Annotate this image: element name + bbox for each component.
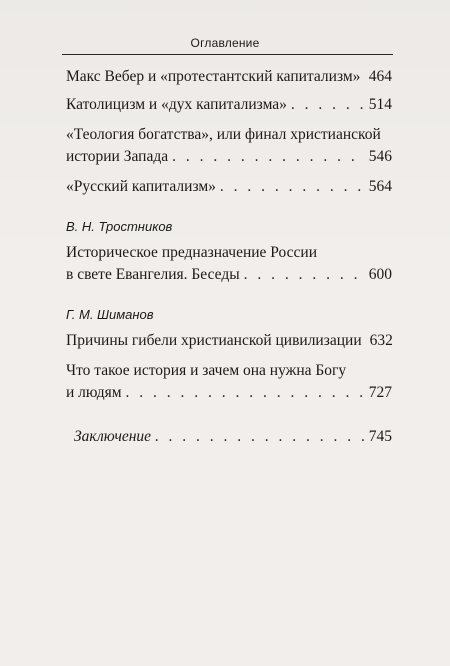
toc-entry-title: Историческое предназначение России	[66, 244, 318, 261]
leader-dots	[244, 264, 365, 286]
toc-entry-title: Что такое история и зачем она нужна Богу	[66, 362, 347, 379]
toc-entry-title: в свете Евангелия. Беседы	[66, 266, 240, 283]
toc-entry-page: 745	[368, 428, 392, 445]
toc-entry-title: «Русский капитализм»	[66, 178, 216, 195]
toc-entry-page: 632	[369, 332, 393, 349]
author-shimanov: Г. М. Шиманов	[66, 307, 154, 322]
leader-dots	[155, 426, 365, 448]
toc-entry-conclusion[interactable]	[74, 426, 392, 448]
toc-entry-page: 546	[368, 148, 392, 165]
toc-entry-russia-destiny-line2[interactable]	[66, 264, 392, 286]
toc-entry-theology-line2[interactable]	[66, 146, 392, 168]
toc-entry-history-line2[interactable]	[66, 382, 392, 404]
toc-entry-title: истории Запада	[66, 148, 169, 165]
toc-entry-title: «Теология богатства», или финал христианской	[66, 126, 381, 143]
leader-dots	[291, 94, 365, 116]
toc-entry-catholicism[interactable]	[66, 94, 392, 116]
toc-entry-title: Макс Вебер и «протестантский капитализм»	[66, 68, 361, 85]
toc-entry-page: 600	[368, 266, 392, 283]
header-rule	[62, 54, 393, 55]
toc-entry-page: 514	[368, 96, 392, 113]
toc-entry-christian-civilization[interactable]	[66, 330, 392, 352]
toc-entry-history-line1[interactable]	[66, 360, 392, 382]
toc-entry-title: Католицизм и «дух капитализма»	[66, 96, 287, 113]
toc-entry-theology-line1[interactable]	[66, 124, 392, 146]
toc-entry-title: и людям	[66, 384, 122, 401]
toc-entry-title: Заключение	[74, 428, 152, 445]
toc-entry-russia-destiny-line1[interactable]	[66, 242, 392, 264]
leader-dots	[126, 382, 365, 404]
running-head: Оглавление	[190, 36, 260, 50]
toc-entry-page: 464	[368, 68, 392, 85]
toc-entry-page: 727	[368, 384, 392, 401]
leader-dots	[172, 146, 365, 168]
toc-entry-weber[interactable]	[66, 66, 392, 88]
toc-entry-title: Причины гибели христианской цивилизации	[66, 332, 362, 349]
author-trostnikov: В. Н. Тростников	[66, 219, 173, 234]
toc-entry-page: 564	[368, 178, 392, 195]
toc-entry-russian-capitalism[interactable]	[66, 176, 392, 198]
leader-dots	[220, 176, 365, 198]
